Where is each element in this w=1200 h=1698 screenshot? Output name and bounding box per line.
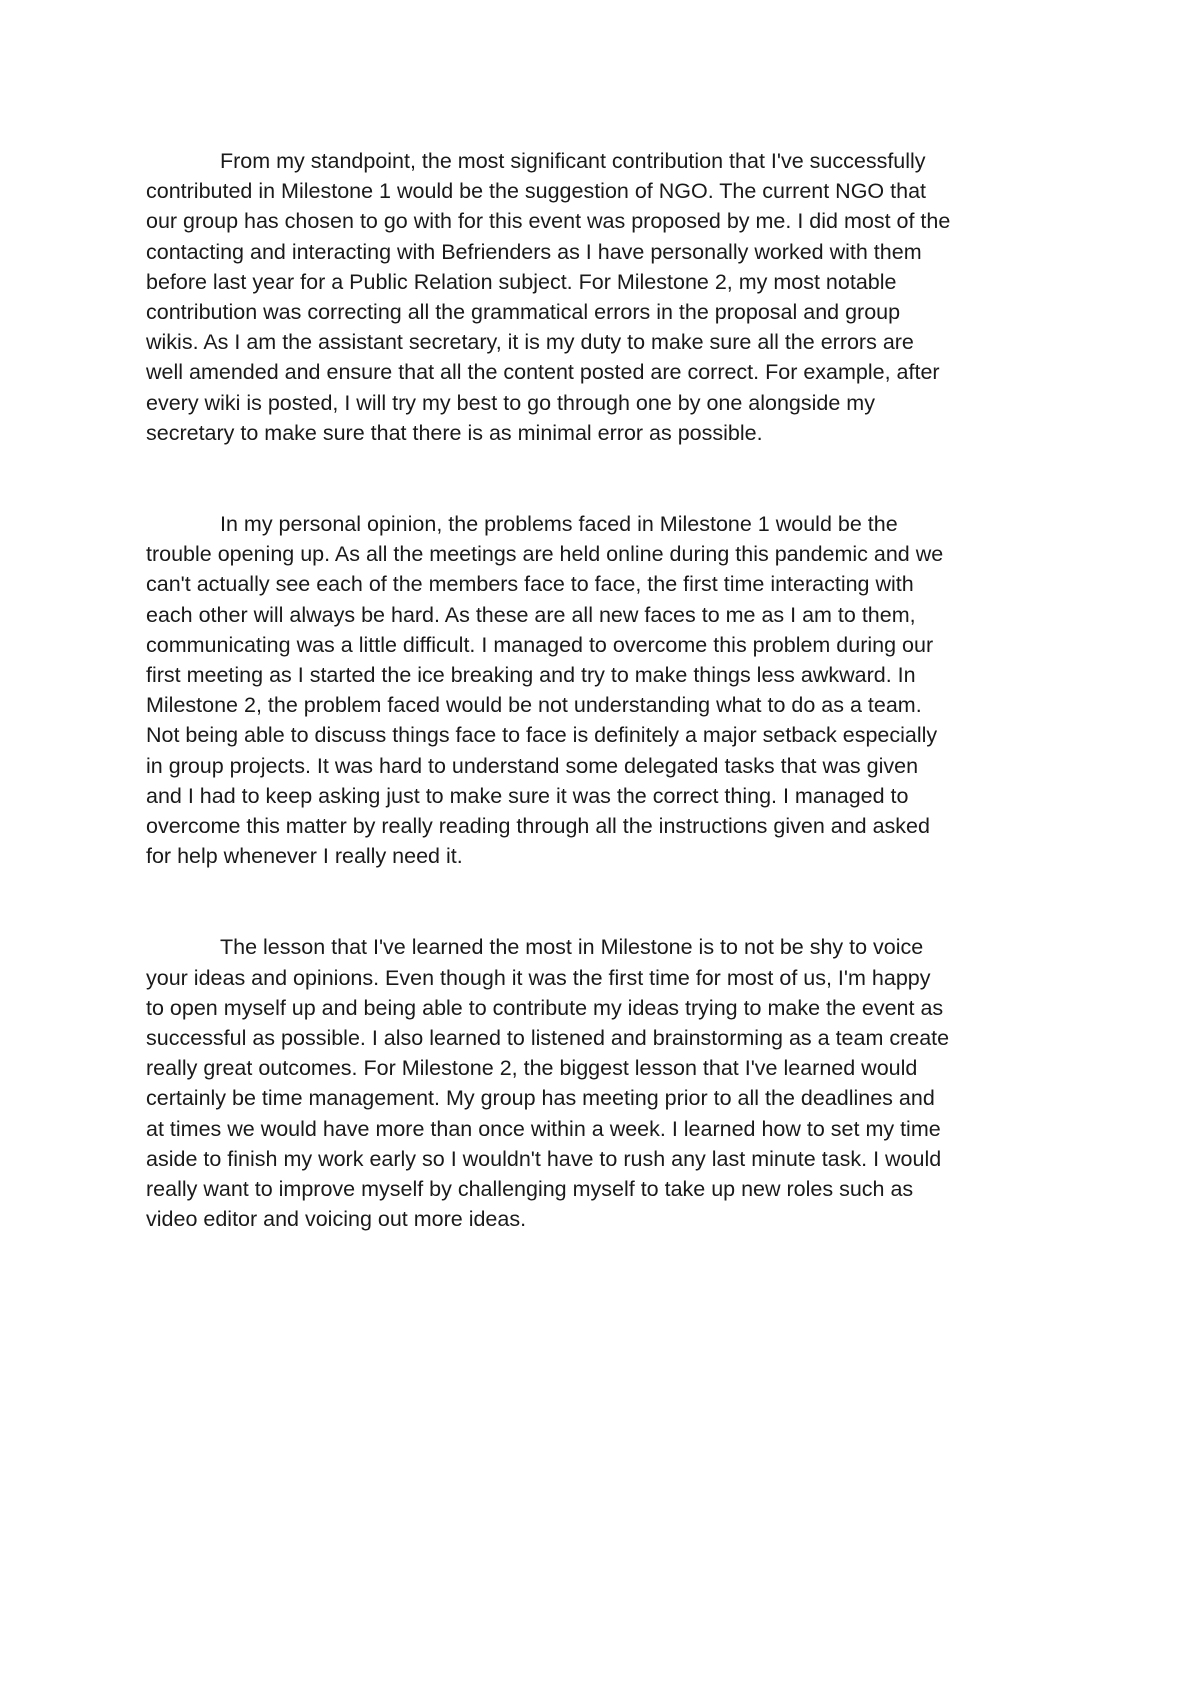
text-line: well amended and ensure that all the content posted are correct. For example, after (146, 360, 940, 385)
text-line: really want to improve myself by challenging myself to take up new roles such as (146, 1177, 914, 1202)
text-line: successful as possible. I also learned to listened and brainstorming as a team create (146, 1026, 950, 1051)
text-line: first meeting as I started the ice breaking and try to make things less awkward. In (146, 663, 916, 688)
text-line: From my standpoint, the most significant contribution that I've successfully (220, 149, 926, 173)
paragraph-lessons (146, 932, 1066, 1234)
text-line: before last year for a Public Relation subject. For Milestone 2, my most notable (146, 269, 897, 294)
text-line: for help whenever I really need it. (146, 844, 463, 869)
paragraph-contribution (146, 146, 1066, 448)
text-line: at times we would have more than once within a week. I learned how to set my time (146, 1116, 941, 1141)
text-line: In my personal opinion, the problems faced in Milestone 1 would be the (220, 512, 898, 537)
text-line: and I had to keep asking just to make sure it was the correct thing. I managed to (146, 783, 909, 808)
text-line: The lesson that I've learned the most in Milestone is to not be shy to voice (220, 935, 924, 960)
text-line: can't actually see each of the members face to face, the first time interacting with (146, 572, 914, 597)
text-line: aside to finish my work early so I wouldn't have to rush any last minute task. I would (146, 1146, 942, 1171)
text-line: every wiki is posted, I will try my best to go through one by one alongside my (146, 390, 875, 415)
text-line: wikis. As I am the assistant secretary, it is my duty to make sure all the errors are (146, 330, 914, 355)
text-line: contribution was correcting all the grammatical errors in the proposal and group (146, 300, 901, 325)
text-line: our group has chosen to go with for this event was proposed by me. I did most of the (146, 209, 951, 234)
text-line: video editor and voicing out more ideas. (146, 1207, 527, 1232)
text-line: certainly be time management. My group has meeting prior to all the deadlines and (146, 1086, 935, 1111)
text-line: Milestone 2, the problem faced would be not understanding what to do as a team. (146, 693, 922, 718)
text-line: overcome this matter by really reading through all the instructions given and asked (146, 814, 930, 839)
text-line: in group projects. It was hard to understand some delegated tasks that was given (146, 753, 919, 778)
text-line: to open myself up and being able to contribute my ideas trying to make the event as (146, 995, 944, 1020)
document-body (146, 146, 1066, 1235)
text-line: secretary to make sure that there is as minimal error as possible. (146, 420, 763, 445)
paragraph-problems (146, 509, 1066, 871)
text-line: contributed in Milestone 1 would be the suggestion of NGO. The current NGO that (146, 179, 926, 204)
text-line: your ideas and opinions. Even though it was the first time for most of us, I'm happy (146, 965, 931, 990)
text-line: really great outcomes. For Milestone 2, the biggest lesson that I've learned would (146, 1056, 918, 1081)
text-line: communicating was a little difficult. I managed to overcome this problem during our (146, 632, 934, 657)
text-line: trouble opening up. As all the meetings are held online during this pandemic and we (146, 542, 944, 567)
text-line: contacting and interacting with Befrienders as I have personally worked with them (146, 239, 922, 264)
text-line: Not being able to discuss things face to face is definitely a major setback especially (146, 723, 938, 748)
text-line: each other will always be hard. As these are all new faces to me as I am to them, (146, 602, 916, 627)
